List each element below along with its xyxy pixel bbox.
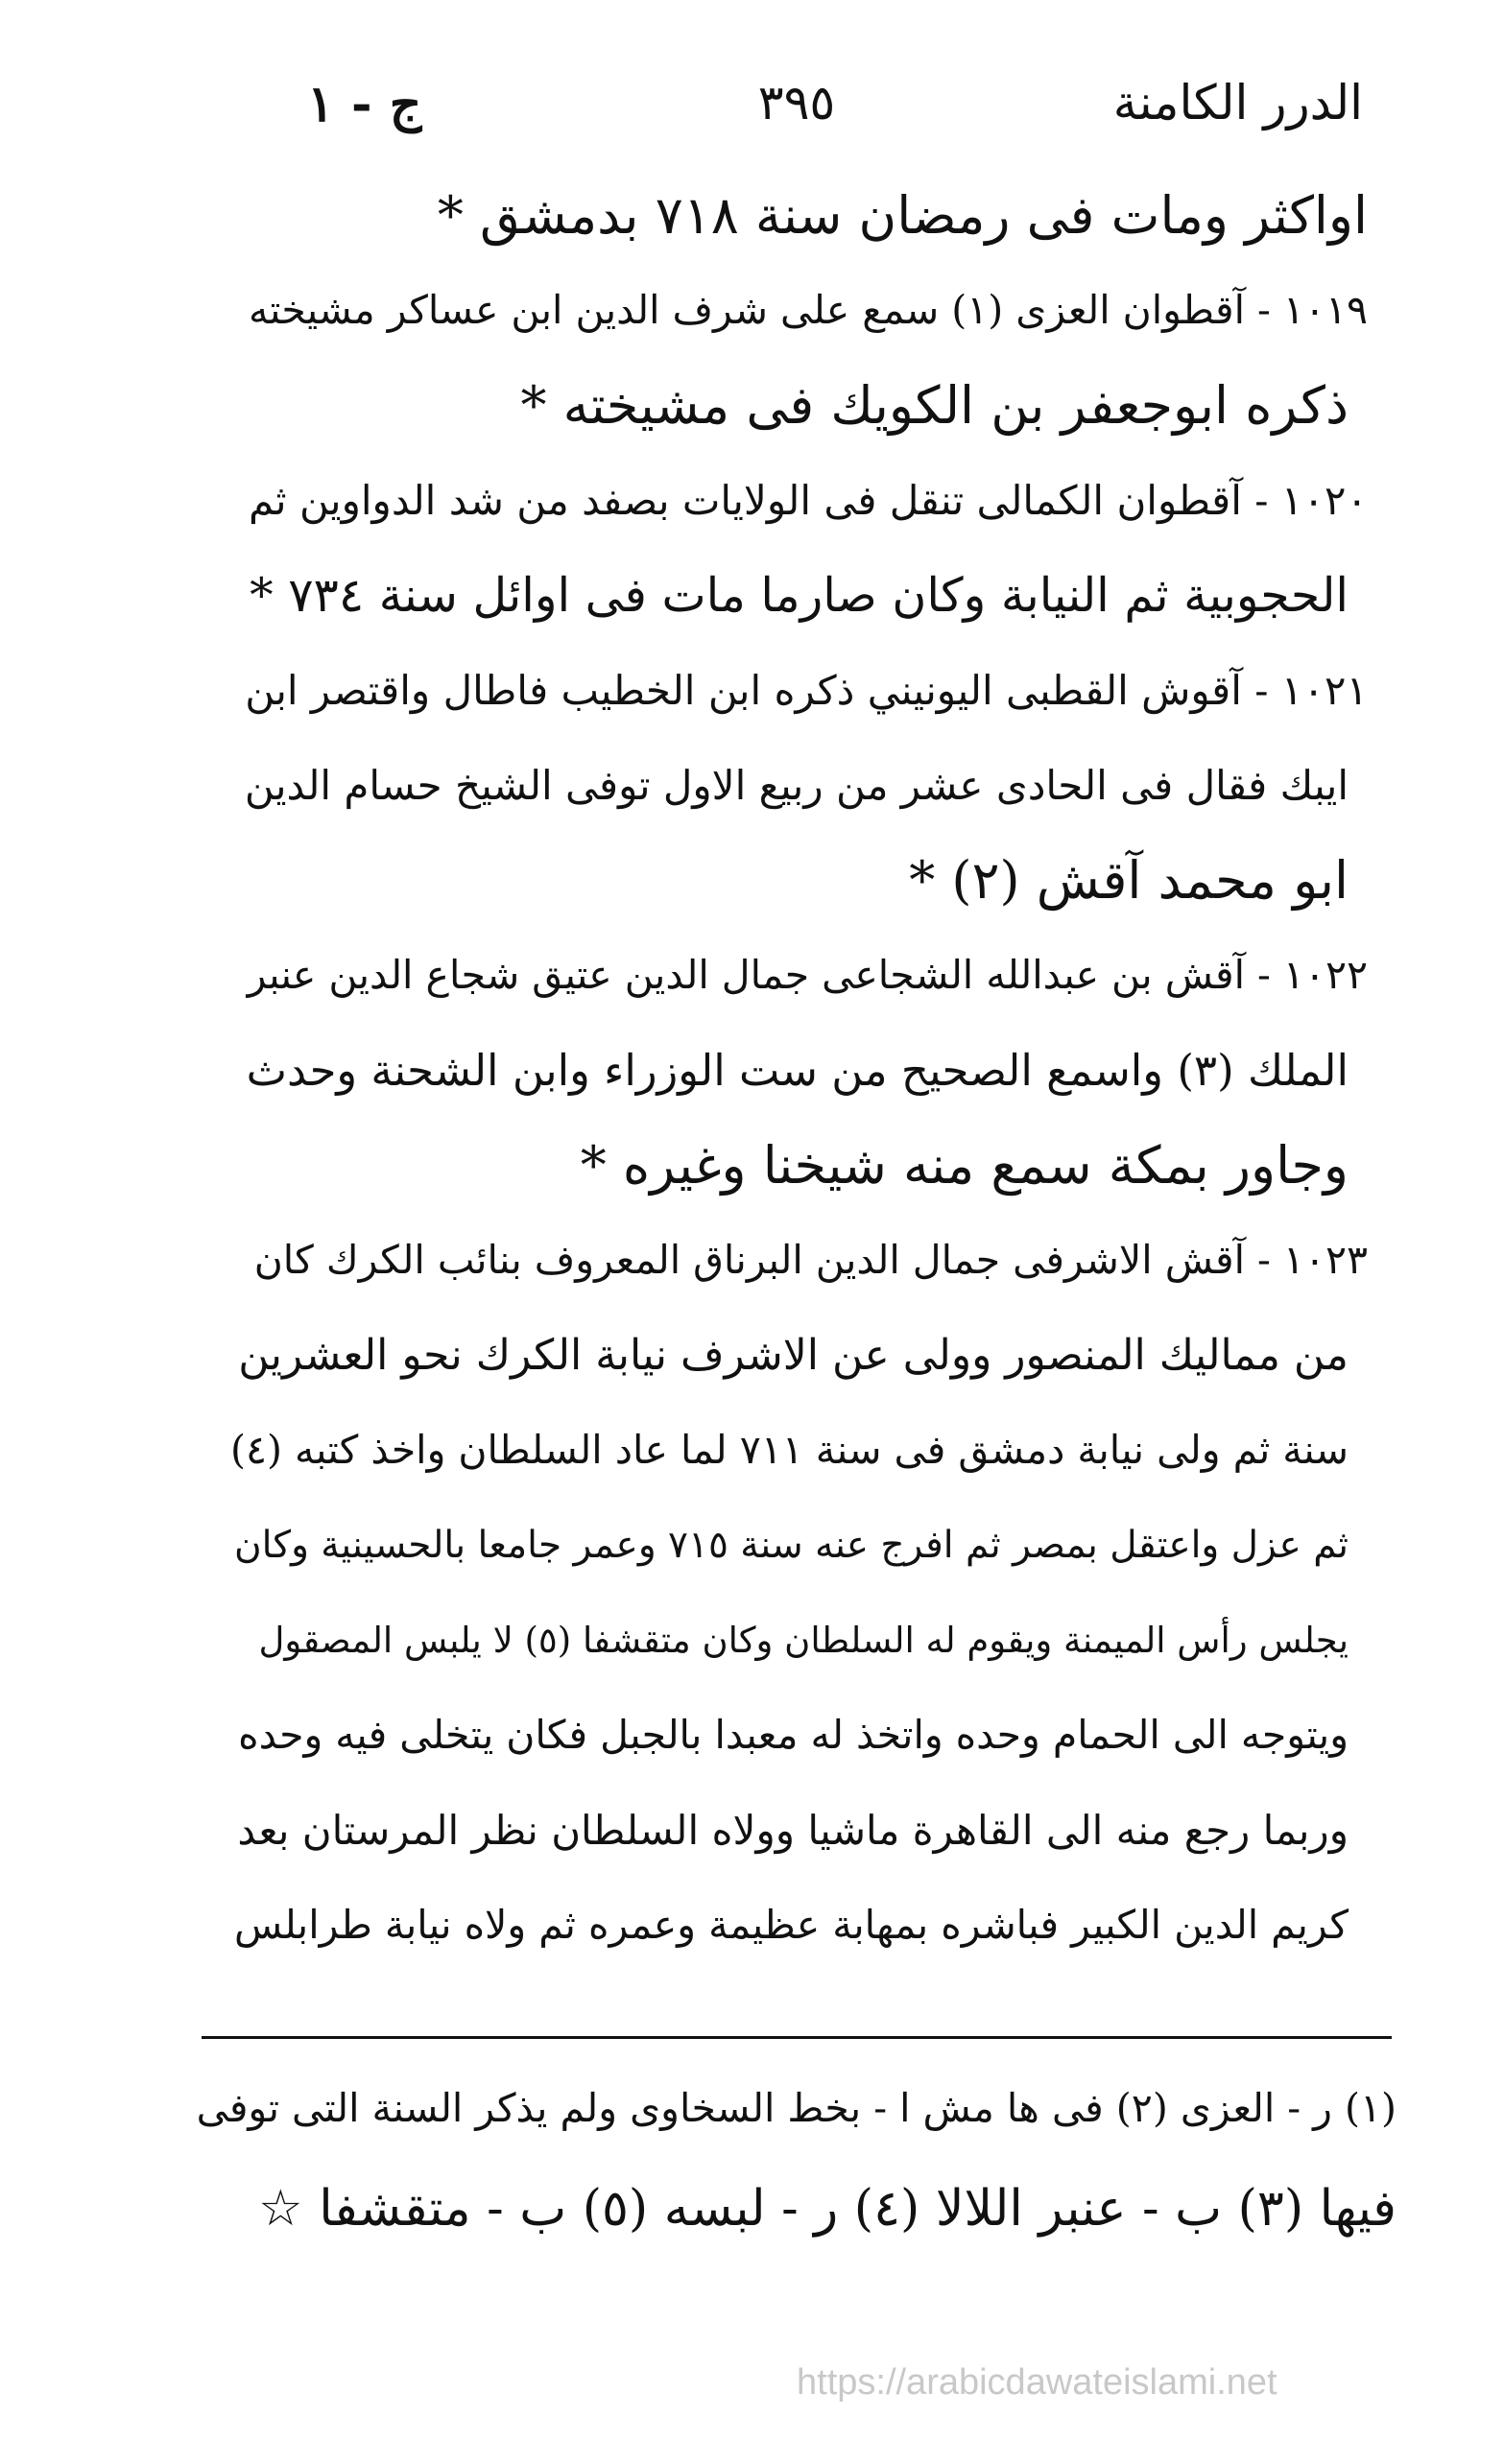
footnotes: [197, 2058, 1397, 2260]
entry-line: ١٠٢٢ - آقش بن عبدالله الشجاعى جمال الدين عتيق شجاع الدين عنبر: [247, 952, 1368, 998]
entry-line: ١٠٢٠ - آقطوان الكمالى تنقل فى الولايات بصفد من شد الدواوين ثم: [248, 477, 1368, 524]
watermark-url: https://arabicdawateislami.net: [797, 2362, 1277, 2403]
text-line: يجلس رأس الميمنة ويقوم له السلطان وكان متقشفا (٥) لا يلبس المصقول: [258, 1620, 1349, 1661]
footnote-line: فيها (٣) ب - عنبر اللالا (٤) ر - لبسه (٥) ب - متقشفا ☆: [258, 2180, 1397, 2238]
page-header: [230, 75, 1363, 161]
text-line: ويتوجه الى الحمام وحده واتخذ له معبدا بالجبل فكان يتخلى فيه وحده: [238, 1712, 1349, 1758]
text-line: وربما رجع منه الى القاهرة ماشيا وولاه السلطان نظر المرستان بعد: [237, 1807, 1349, 1854]
text-line: ثم عزل واعتقل بمصر ثم افرج عنه سنة ٧١٥ وعمر جامعا بالحسينية وكان: [233, 1524, 1349, 1567]
text-line: كريم الدين الكبير فباشره بمهابة عظيمة وعمره ثم ولاه نيابة طرابلس: [233, 1902, 1349, 1948]
entry-line: ١٠٢٣ - آقش الاشرفى جمال الدين البرناق المعروف بنائب الكرك كان: [253, 1237, 1368, 1283]
text-line: ذكره ابوجعفر بن الكويك فى مشيخته *: [520, 375, 1349, 436]
text-line: ايبك فقال فى الحادى عشر من ربيع الاول توفى الشيخ حسام الدين: [244, 762, 1349, 809]
volume-label: ج - ١: [307, 75, 422, 133]
entry-line: ١٠١٩ - آقطوان العزى (١) سمع على شرف الدين ابن عساكر مشيخته: [248, 287, 1368, 333]
footnote-line: (١) ر - العزى (٢) فى ها مش ا - بخط السخاوى ولم يذكر السنة التى توفى: [197, 2085, 1397, 2131]
text-line: الحجوبية ثم النيابة وكان صارما مات فى اوائل سنة ٧٣٤ *: [250, 568, 1349, 623]
main-text: [230, 168, 1368, 1973]
text-line: اواكثر ومات فى رمضان سنة ٧١٨ بدمشق *: [437, 185, 1368, 246]
text-line: سنة ثم ولى نيابة دمشق فى سنة ٧١١ لما عاد السلطان واخذ كتبه (٤): [230, 1427, 1349, 1473]
footnote-divider: [202, 2036, 1392, 2039]
running-title: الدرر الكامنة: [1112, 75, 1363, 130]
text-line: الملك (٣) واسمع الصحيح من ست الوزراء وابن الشحنة وحدث: [246, 1045, 1349, 1096]
page-number: ٣٩٥: [757, 75, 836, 130]
text-line: من مماليك المنصور وولى عن الاشرف نيابة الكرك نحو العشرين: [238, 1331, 1349, 1380]
text-line: وجاور بمكة سمع منه شيخنا وغيره *: [580, 1135, 1349, 1196]
entry-line: ١٠٢١ - آقوش القطبى اليونيني ذكره ابن الخطيب فاطال واقتصر ابن: [245, 667, 1368, 714]
text-line: ابو محمد آقش (٢) *: [909, 850, 1349, 911]
